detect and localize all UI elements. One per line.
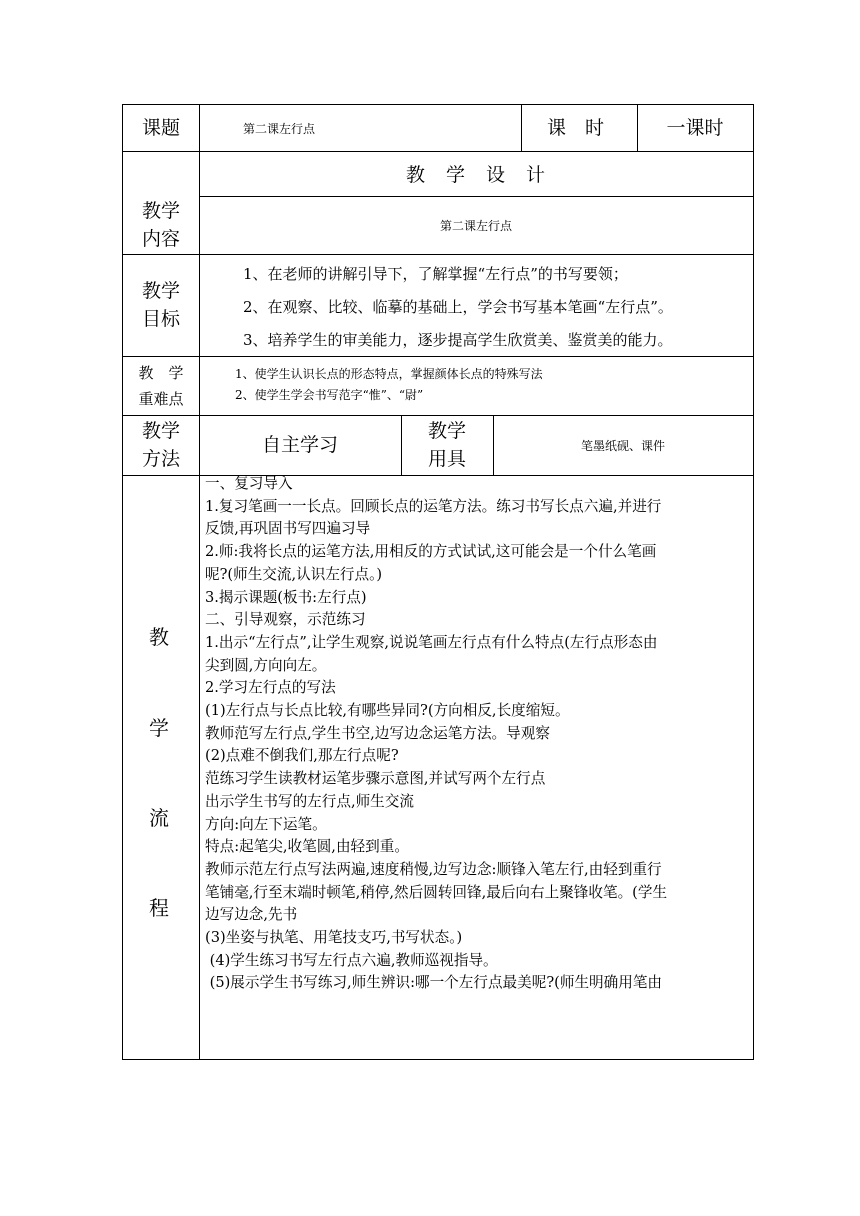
content-value: 第二课左行点: [439, 218, 512, 233]
process-line: 2.师:我将长点的运笔方法,用相反的方式试试,这可能会是一个什么笔画: [205, 543, 657, 561]
process-line: (1)左行点与长点比较,有哪些异同?(方向相反,长度缩短。: [205, 702, 570, 720]
process-line: (2)点难不倒我们,那左行点呢?: [205, 747, 399, 765]
objectives-label: 教学目标: [141, 280, 180, 330]
key-points-label-line2: 重难点: [138, 389, 184, 408]
process-line: (4)学生练习书写左行点六遍,教师巡视指导。: [205, 951, 498, 969]
objective-item: 2、在观察、比较、临摹的基础上，学会书写基本笔画“左行点”。: [243, 298, 673, 316]
row-divider: [123, 356, 753, 357]
key-point-item: 1、使学生认识长点的形态特点，掌握颜体长点的特殊写法: [235, 367, 543, 381]
process-line: 范练习学生读教材运笔步骤示意图,并试写两个左行点: [205, 770, 546, 788]
lesson-plan-table: [122, 104, 754, 1060]
process-label-char: 教: [149, 625, 169, 649]
process-label-char: 学: [149, 716, 169, 740]
period-value: 一课时: [666, 117, 724, 139]
tools-value: 笔墨纸砚、课件: [580, 438, 665, 453]
process-line: 出示学生书写的左行点,师生交流: [205, 792, 414, 810]
process-line: 方向:向左下运笔。: [205, 815, 327, 833]
process-line: 1.出示“左行点”,让学生观察,说说笔画左行点有什么特点(左行点形态由: [205, 633, 658, 651]
process-text: [205, 473, 753, 995]
period-label: 课 时: [547, 117, 605, 139]
process-line: 3.揭示课题(板书:左行点): [205, 588, 367, 606]
process-label-char: 程: [149, 896, 169, 920]
process-line: 教师示范左行点写法两遍,速度稍慢,边写边念:顺锋入笔左行,由轻到重行: [205, 860, 662, 878]
row-divider: [123, 254, 753, 255]
process-line: 反馈,再巩固书写四遍习导: [205, 520, 371, 538]
method-label: 教学方法: [141, 420, 180, 470]
process-line: 笔铺毫,行至末端时顿笔,稍停,然后圆转回锋,最后向右上聚锋收笔。(学生: [205, 883, 668, 901]
tools-label: 教学用具: [427, 420, 466, 470]
process-line: 二、引导观察，示范练习: [205, 611, 366, 629]
process-line: 一、复习导入: [205, 475, 293, 492]
process-line: (3)坐姿与执笔、用笔技支巧,书写状态。): [205, 929, 463, 947]
topic-label: 课题: [141, 117, 180, 139]
process-line: 教师范写左行点,学生书空,边写边念运笔方法。导观察: [205, 724, 550, 742]
design-title: 教 学 设 计: [405, 164, 546, 186]
process-line: (5)展示学生书写练习,师生辨识:哪一个左行点最美呢?(师生明确用笔由: [205, 974, 663, 992]
process-line: 1.复习笔画一一长点。回顾长点的运笔方法。练习书写长点六遍,并进行: [205, 497, 662, 515]
objective-item: 1、在老师的讲解引导下，了解掌握“左行点”的书写要领；: [243, 265, 628, 283]
process-line: 特点:起笔尖,收笔圆,由轻到重。: [205, 838, 409, 856]
process-line: 呢?(师生交流,认识左行点。): [205, 565, 383, 583]
content-label: 教学内容: [141, 200, 180, 250]
key-points-label-line1: 教 学: [138, 363, 184, 382]
method-value: 自主学习: [261, 434, 338, 456]
process-line: 尖到圆,方向向左。: [205, 656, 327, 674]
key-point-item: 2、使学生学会书写范字“惟”、“尉”: [235, 388, 424, 402]
key-points-label: [123, 356, 199, 415]
process-label-char: 流: [149, 806, 169, 830]
process-line: 2.学习左行点的写法: [205, 679, 336, 697]
objective-item: 3、培养学生的审美能力，逐步提高学生欣赏美、鉴赏美的能力。: [243, 331, 673, 349]
process-line: 边写边念,先书: [205, 906, 298, 924]
topic-value: 第二课左行点: [243, 121, 316, 136]
